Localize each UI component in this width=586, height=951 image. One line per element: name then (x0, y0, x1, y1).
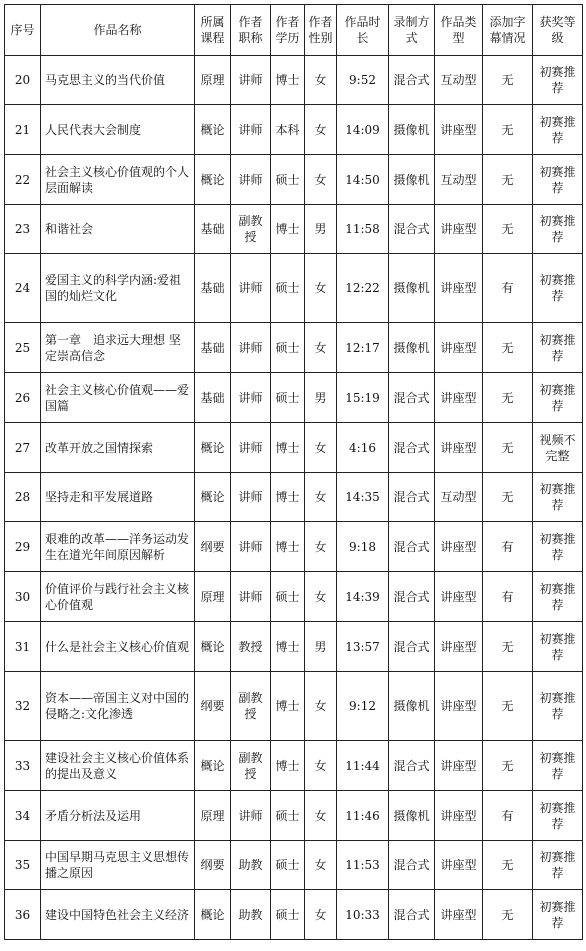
cell-degree: 硕士 (271, 323, 305, 373)
cell-type: 互动型 (435, 56, 483, 105)
cell-record: 混合式 (389, 373, 435, 423)
cell-course: 基础 (195, 254, 231, 323)
cell-record: 混合式 (389, 741, 435, 791)
cell-no: 22 (5, 155, 41, 205)
cell-type: 互动型 (435, 473, 483, 522)
cell-course: 概论 (195, 741, 231, 791)
cell-rank: 讲师 (231, 323, 271, 373)
cell-gender: 女 (305, 423, 337, 473)
cell-course: 纲要 (195, 522, 231, 572)
cell-record: 摄像机 (389, 672, 435, 741)
table-row (5, 205, 583, 254)
cell-no: 24 (5, 254, 41, 323)
table-row (5, 155, 583, 205)
table-row (5, 323, 583, 373)
cell-rank: 讲师 (231, 105, 271, 155)
cell-subtitle: 有 (483, 791, 533, 841)
cell-title: 建设中国特色社会主义经济 (41, 890, 195, 940)
cell-degree: 博士 (271, 423, 305, 473)
header-duration: 作品时长 (337, 5, 389, 56)
cell-degree: 博士 (271, 473, 305, 522)
cell-award: 初赛推荐 (533, 323, 583, 373)
cell-title: 价值评价与践行社会主义核心价值观 (41, 572, 195, 622)
cell-duration: 9:12 (337, 672, 389, 741)
cell-course: 概论 (195, 473, 231, 522)
cell-award: 初赛推荐 (533, 890, 583, 940)
award-table (4, 4, 583, 940)
cell-award: 初赛推荐 (533, 672, 583, 741)
cell-no: 33 (5, 741, 41, 791)
cell-gender: 女 (305, 791, 337, 841)
cell-gender: 女 (305, 741, 337, 791)
cell-no: 25 (5, 323, 41, 373)
table-row (5, 890, 583, 940)
table-row (5, 841, 583, 890)
cell-subtitle: 无 (483, 423, 533, 473)
cell-gender: 男 (305, 622, 337, 672)
cell-subtitle: 有 (483, 254, 533, 323)
header-no: 序号 (5, 5, 41, 56)
cell-course: 纲要 (195, 841, 231, 890)
cell-type: 讲座型 (435, 890, 483, 940)
cell-type: 讲座型 (435, 672, 483, 741)
cell-award: 初赛推荐 (533, 741, 583, 791)
cell-award: 视频不完整 (533, 423, 583, 473)
cell-degree: 硕士 (271, 373, 305, 423)
cell-gender: 女 (305, 890, 337, 940)
cell-duration: 14:35 (337, 473, 389, 522)
table-row (5, 423, 583, 473)
cell-title: 建设社会主义核心价值体系的提出及意义 (41, 741, 195, 791)
cell-type: 讲座型 (435, 323, 483, 373)
header-title: 作品名称 (41, 5, 195, 56)
cell-subtitle: 有 (483, 572, 533, 622)
cell-record: 混合式 (389, 572, 435, 622)
cell-type: 讲座型 (435, 622, 483, 672)
header-record: 录制方式 (389, 5, 435, 56)
cell-title: 第一章 追求远大理想 坚定崇高信念 (41, 323, 195, 373)
cell-subtitle: 无 (483, 841, 533, 890)
cell-gender: 女 (305, 672, 337, 741)
cell-rank: 讲师 (231, 522, 271, 572)
cell-type: 讲座型 (435, 572, 483, 622)
cell-duration: 4:16 (337, 423, 389, 473)
cell-duration: 15:19 (337, 373, 389, 423)
cell-degree: 博士 (271, 56, 305, 105)
cell-title: 改革开放之国情探索 (41, 423, 195, 473)
cell-course: 概论 (195, 423, 231, 473)
cell-gender: 女 (305, 254, 337, 323)
cell-title: 社会主义核心价值观——爱国篇 (41, 373, 195, 423)
cell-subtitle: 无 (483, 105, 533, 155)
header-rank: 作者职称 (231, 5, 271, 56)
cell-title: 中国早期马克思主义思想传播之原因 (41, 841, 195, 890)
cell-gender: 女 (305, 105, 337, 155)
cell-record: 混合式 (389, 522, 435, 572)
cell-type: 互动型 (435, 155, 483, 205)
cell-subtitle: 无 (483, 473, 533, 522)
cell-rank: 助教 (231, 841, 271, 890)
cell-gender: 女 (305, 841, 337, 890)
header-subtitle: 添加字幕情况 (483, 5, 533, 56)
cell-degree: 硕士 (271, 572, 305, 622)
award-table-container (4, 4, 582, 940)
cell-subtitle: 有 (483, 522, 533, 572)
cell-gender: 女 (305, 323, 337, 373)
cell-degree: 博士 (271, 522, 305, 572)
cell-course: 概论 (195, 622, 231, 672)
cell-record: 混合式 (389, 890, 435, 940)
cell-course: 原理 (195, 56, 231, 105)
cell-record: 混合式 (389, 205, 435, 254)
cell-rank: 副教授 (231, 741, 271, 791)
cell-no: 29 (5, 522, 41, 572)
cell-duration: 14:50 (337, 155, 389, 205)
cell-degree: 硕士 (271, 254, 305, 323)
table-row (5, 254, 583, 323)
header-award: 获奖等级 (533, 5, 583, 56)
cell-award: 初赛推荐 (533, 522, 583, 572)
cell-course: 基础 (195, 205, 231, 254)
cell-award: 初赛推荐 (533, 373, 583, 423)
cell-course: 原理 (195, 572, 231, 622)
cell-degree: 博士 (271, 205, 305, 254)
cell-title: 矛盾分析法及运用 (41, 791, 195, 841)
cell-title: 什么是社会主义核心价值观 (41, 622, 195, 672)
cell-title: 人民代表大会制度 (41, 105, 195, 155)
cell-type: 讲座型 (435, 522, 483, 572)
cell-rank: 讲师 (231, 373, 271, 423)
cell-degree: 本科 (271, 105, 305, 155)
cell-type: 讲座型 (435, 205, 483, 254)
cell-course: 概论 (195, 155, 231, 205)
cell-award: 初赛推荐 (533, 473, 583, 522)
header-gender: 作者性别 (305, 5, 337, 56)
cell-title: 坚持走和平发展道路 (41, 473, 195, 522)
cell-record: 混合式 (389, 841, 435, 890)
cell-duration: 11:44 (337, 741, 389, 791)
cell-rank: 讲师 (231, 155, 271, 205)
cell-title: 马克思主义的当代价值 (41, 56, 195, 105)
cell-no: 36 (5, 890, 41, 940)
cell-degree: 博士 (271, 622, 305, 672)
cell-gender: 女 (305, 572, 337, 622)
cell-type: 讲座型 (435, 741, 483, 791)
cell-subtitle: 无 (483, 323, 533, 373)
table-row (5, 473, 583, 522)
cell-subtitle: 无 (483, 205, 533, 254)
cell-degree: 硕士 (271, 841, 305, 890)
table-header-row (5, 5, 583, 56)
cell-rank: 讲师 (231, 423, 271, 473)
cell-duration: 9:52 (337, 56, 389, 105)
cell-no: 27 (5, 423, 41, 473)
cell-type: 讲座型 (435, 841, 483, 890)
cell-award: 初赛推荐 (533, 622, 583, 672)
cell-duration: 11:53 (337, 841, 389, 890)
cell-subtitle: 无 (483, 890, 533, 940)
cell-duration: 11:58 (337, 205, 389, 254)
cell-gender: 女 (305, 56, 337, 105)
cell-no: 23 (5, 205, 41, 254)
cell-course: 原理 (195, 791, 231, 841)
table-row (5, 741, 583, 791)
cell-type: 讲座型 (435, 105, 483, 155)
cell-rank: 讲师 (231, 473, 271, 522)
cell-degree: 博士 (271, 741, 305, 791)
cell-subtitle: 无 (483, 672, 533, 741)
cell-record: 摄像机 (389, 105, 435, 155)
cell-no: 30 (5, 572, 41, 622)
cell-no: 28 (5, 473, 41, 522)
header-degree: 作者学历 (271, 5, 305, 56)
cell-duration: 11:46 (337, 791, 389, 841)
cell-no: 21 (5, 105, 41, 155)
table-body (5, 56, 583, 940)
cell-award: 初赛推荐 (533, 105, 583, 155)
cell-no: 31 (5, 622, 41, 672)
cell-title: 和谐社会 (41, 205, 195, 254)
cell-degree: 博士 (271, 672, 305, 741)
cell-subtitle: 无 (483, 622, 533, 672)
cell-record: 摄像机 (389, 791, 435, 841)
table-row (5, 572, 583, 622)
cell-award: 初赛推荐 (533, 572, 583, 622)
cell-record: 混合式 (389, 473, 435, 522)
table-row (5, 105, 583, 155)
cell-type: 讲座型 (435, 423, 483, 473)
cell-gender: 女 (305, 155, 337, 205)
cell-record: 摄像机 (389, 254, 435, 323)
cell-course: 基础 (195, 373, 231, 423)
cell-gender: 男 (305, 205, 337, 254)
cell-duration: 9:18 (337, 522, 389, 572)
cell-no: 32 (5, 672, 41, 741)
cell-award: 初赛推荐 (533, 155, 583, 205)
cell-degree: 硕士 (271, 155, 305, 205)
cell-subtitle: 无 (483, 741, 533, 791)
table-row (5, 56, 583, 105)
cell-degree: 硕士 (271, 791, 305, 841)
cell-title: 爱国主义的科学内涵:爱祖国的灿烂文化 (41, 254, 195, 323)
table-row (5, 672, 583, 741)
cell-no: 26 (5, 373, 41, 423)
cell-type: 讲座型 (435, 791, 483, 841)
cell-rank: 副教授 (231, 205, 271, 254)
cell-gender: 女 (305, 473, 337, 522)
cell-subtitle: 无 (483, 56, 533, 105)
cell-rank: 讲师 (231, 56, 271, 105)
cell-rank: 助教 (231, 890, 271, 940)
cell-rank: 副教授 (231, 672, 271, 741)
table-row (5, 791, 583, 841)
table-row (5, 622, 583, 672)
cell-no: 34 (5, 791, 41, 841)
cell-type: 讲座型 (435, 254, 483, 323)
cell-no: 35 (5, 841, 41, 890)
cell-duration: 14:09 (337, 105, 389, 155)
cell-degree: 硕士 (271, 890, 305, 940)
cell-course: 基础 (195, 323, 231, 373)
cell-award: 初赛推荐 (533, 791, 583, 841)
cell-record: 摄像机 (389, 323, 435, 373)
header-type: 作品类型 (435, 5, 483, 56)
cell-rank: 讲师 (231, 254, 271, 323)
cell-gender: 男 (305, 373, 337, 423)
cell-subtitle: 无 (483, 155, 533, 205)
cell-award: 初赛推荐 (533, 56, 583, 105)
cell-record: 混合式 (389, 423, 435, 473)
cell-title: 资本——帝国主义对中国的侵略之:文化渗透 (41, 672, 195, 741)
cell-title: 社会主义核心价值观的个人层面解读 (41, 155, 195, 205)
cell-rank: 讲师 (231, 791, 271, 841)
cell-award: 初赛推荐 (533, 254, 583, 323)
table-row (5, 373, 583, 423)
header-course: 所属课程 (195, 5, 231, 56)
cell-record: 混合式 (389, 622, 435, 672)
cell-award: 初赛推荐 (533, 205, 583, 254)
cell-course: 纲要 (195, 672, 231, 741)
cell-title: 艰难的改革——洋务运动发生在道光年间原因解析 (41, 522, 195, 572)
cell-duration: 14:39 (337, 572, 389, 622)
cell-rank: 教授 (231, 622, 271, 672)
cell-duration: 13:57 (337, 622, 389, 672)
table-row (5, 522, 583, 572)
cell-course: 概论 (195, 890, 231, 940)
cell-duration: 12:22 (337, 254, 389, 323)
cell-type: 讲座型 (435, 373, 483, 423)
cell-subtitle: 无 (483, 373, 533, 423)
cell-award: 初赛推荐 (533, 841, 583, 890)
cell-record: 混合式 (389, 56, 435, 105)
cell-no: 20 (5, 56, 41, 105)
cell-duration: 10:33 (337, 890, 389, 940)
cell-duration: 12:17 (337, 323, 389, 373)
cell-course: 概论 (195, 105, 231, 155)
cell-record: 摄像机 (389, 155, 435, 205)
cell-gender: 女 (305, 522, 337, 572)
cell-rank: 讲师 (231, 572, 271, 622)
